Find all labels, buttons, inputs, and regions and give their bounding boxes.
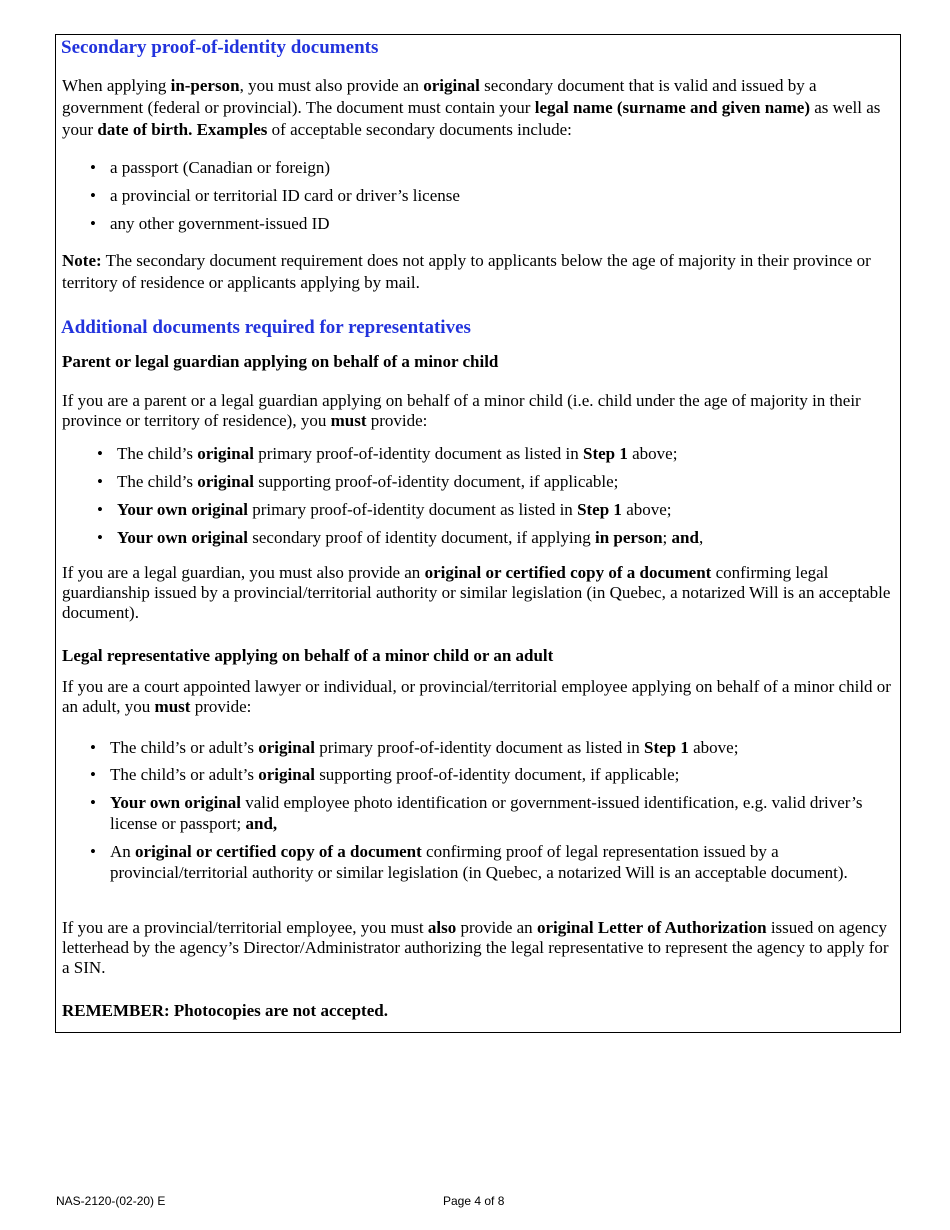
section-title-secondary-documents: Secondary proof-of-identity documents bbox=[61, 37, 379, 58]
remember-note: REMEMBER: Photocopies are not accepted. bbox=[62, 1001, 388, 1020]
bullet-icon: • bbox=[90, 158, 96, 177]
section-title-representatives: Additional documents required for representatives bbox=[61, 317, 471, 338]
list-item: The child’s or adult’s original supporting proof-of-identity document, if applicable; bbox=[110, 765, 680, 784]
bullet-icon: • bbox=[97, 500, 103, 519]
secondary-note: Note: The secondary document requirement does not apply to applicants below the age of majority in their province or territory of residence or applicants applying by mail. bbox=[62, 251, 871, 292]
page-number: Page 4 of 8 bbox=[443, 1194, 505, 1208]
list-item: The child’s original primary proof-of-identity document as listed in Step 1 above; bbox=[117, 444, 678, 463]
legal-intro: If you are a court appointed lawyer or individual, or provincial/territorial employee applying on behalf of a minor child or an adult, you must provide: bbox=[62, 677, 891, 716]
bullet-icon: • bbox=[90, 842, 96, 861]
secondary-intro: When applying in-person, you must also provide an original secondary document that is valid and issued by a government (federal or provincial). The document must contain your legal name (surname and given name) as well as your date of birth. Examples of acceptable secondary documents include: bbox=[62, 76, 881, 139]
bullet-icon: • bbox=[90, 738, 96, 757]
bullet-icon: • bbox=[97, 444, 103, 463]
bullet-icon: • bbox=[97, 472, 103, 491]
employee-note: If you are a provincial/territorial employee, you must also provide an original Letter of Authorization issued on agency letterhead by the agency’s Director/Administrator authorizing the legal representative to represent the agency to apply for a SIN. bbox=[62, 918, 889, 977]
guardian-note: If you are a legal guardian, you must also provide an original or certified copy of a document confirming legal guardianship issued by a provincial/territorial authority or similar legislation (in Quebec, a notarized Will is an acceptable document). bbox=[62, 563, 891, 622]
form-number: NAS-2120-(02-20) E bbox=[56, 1194, 166, 1208]
bullet-icon: • bbox=[90, 793, 96, 812]
subheading-parent-guardian: Parent or legal guardian applying on behalf of a minor child bbox=[62, 352, 499, 371]
list-item: The child’s original supporting proof-of-identity document, if applicable; bbox=[117, 472, 619, 491]
list-item: Your own original secondary proof of identity document, if applying in person; and, bbox=[117, 528, 704, 547]
list-item: Your own original valid employee photo identification or government-issued identification, e.g. valid driver’s license or passport; and, bbox=[110, 793, 863, 833]
subheading-legal-representative: Legal representative applying on behalf of a minor child or an adult bbox=[62, 646, 554, 665]
list-item: Your own original primary proof-of-identity document as listed in Step 1 above; bbox=[117, 500, 672, 519]
list-item: The child’s or adult’s original primary proof-of-identity document as listed in Step 1 above; bbox=[110, 738, 739, 757]
bullet-icon: • bbox=[90, 214, 96, 233]
bullet-icon: • bbox=[90, 186, 96, 205]
parent-intro: If you are a parent or a legal guardian applying on behalf of a minor child (i.e. child under the age of majority in their province or territory of residence), you must provide: bbox=[62, 391, 861, 430]
bullet-icon: • bbox=[97, 528, 103, 547]
bullet-icon: • bbox=[90, 765, 96, 784]
list-item: An original or certified copy of a document confirming proof of legal representation issued by a provincial/territorial authority or similar legislation (in Quebec, a notarized Will is an acceptable document). bbox=[110, 842, 848, 882]
list-item: any other government-issued ID bbox=[110, 214, 330, 233]
list-item: a passport (Canadian or foreign) bbox=[110, 158, 330, 177]
list-item: a provincial or territorial ID card or driver’s license bbox=[110, 186, 460, 205]
